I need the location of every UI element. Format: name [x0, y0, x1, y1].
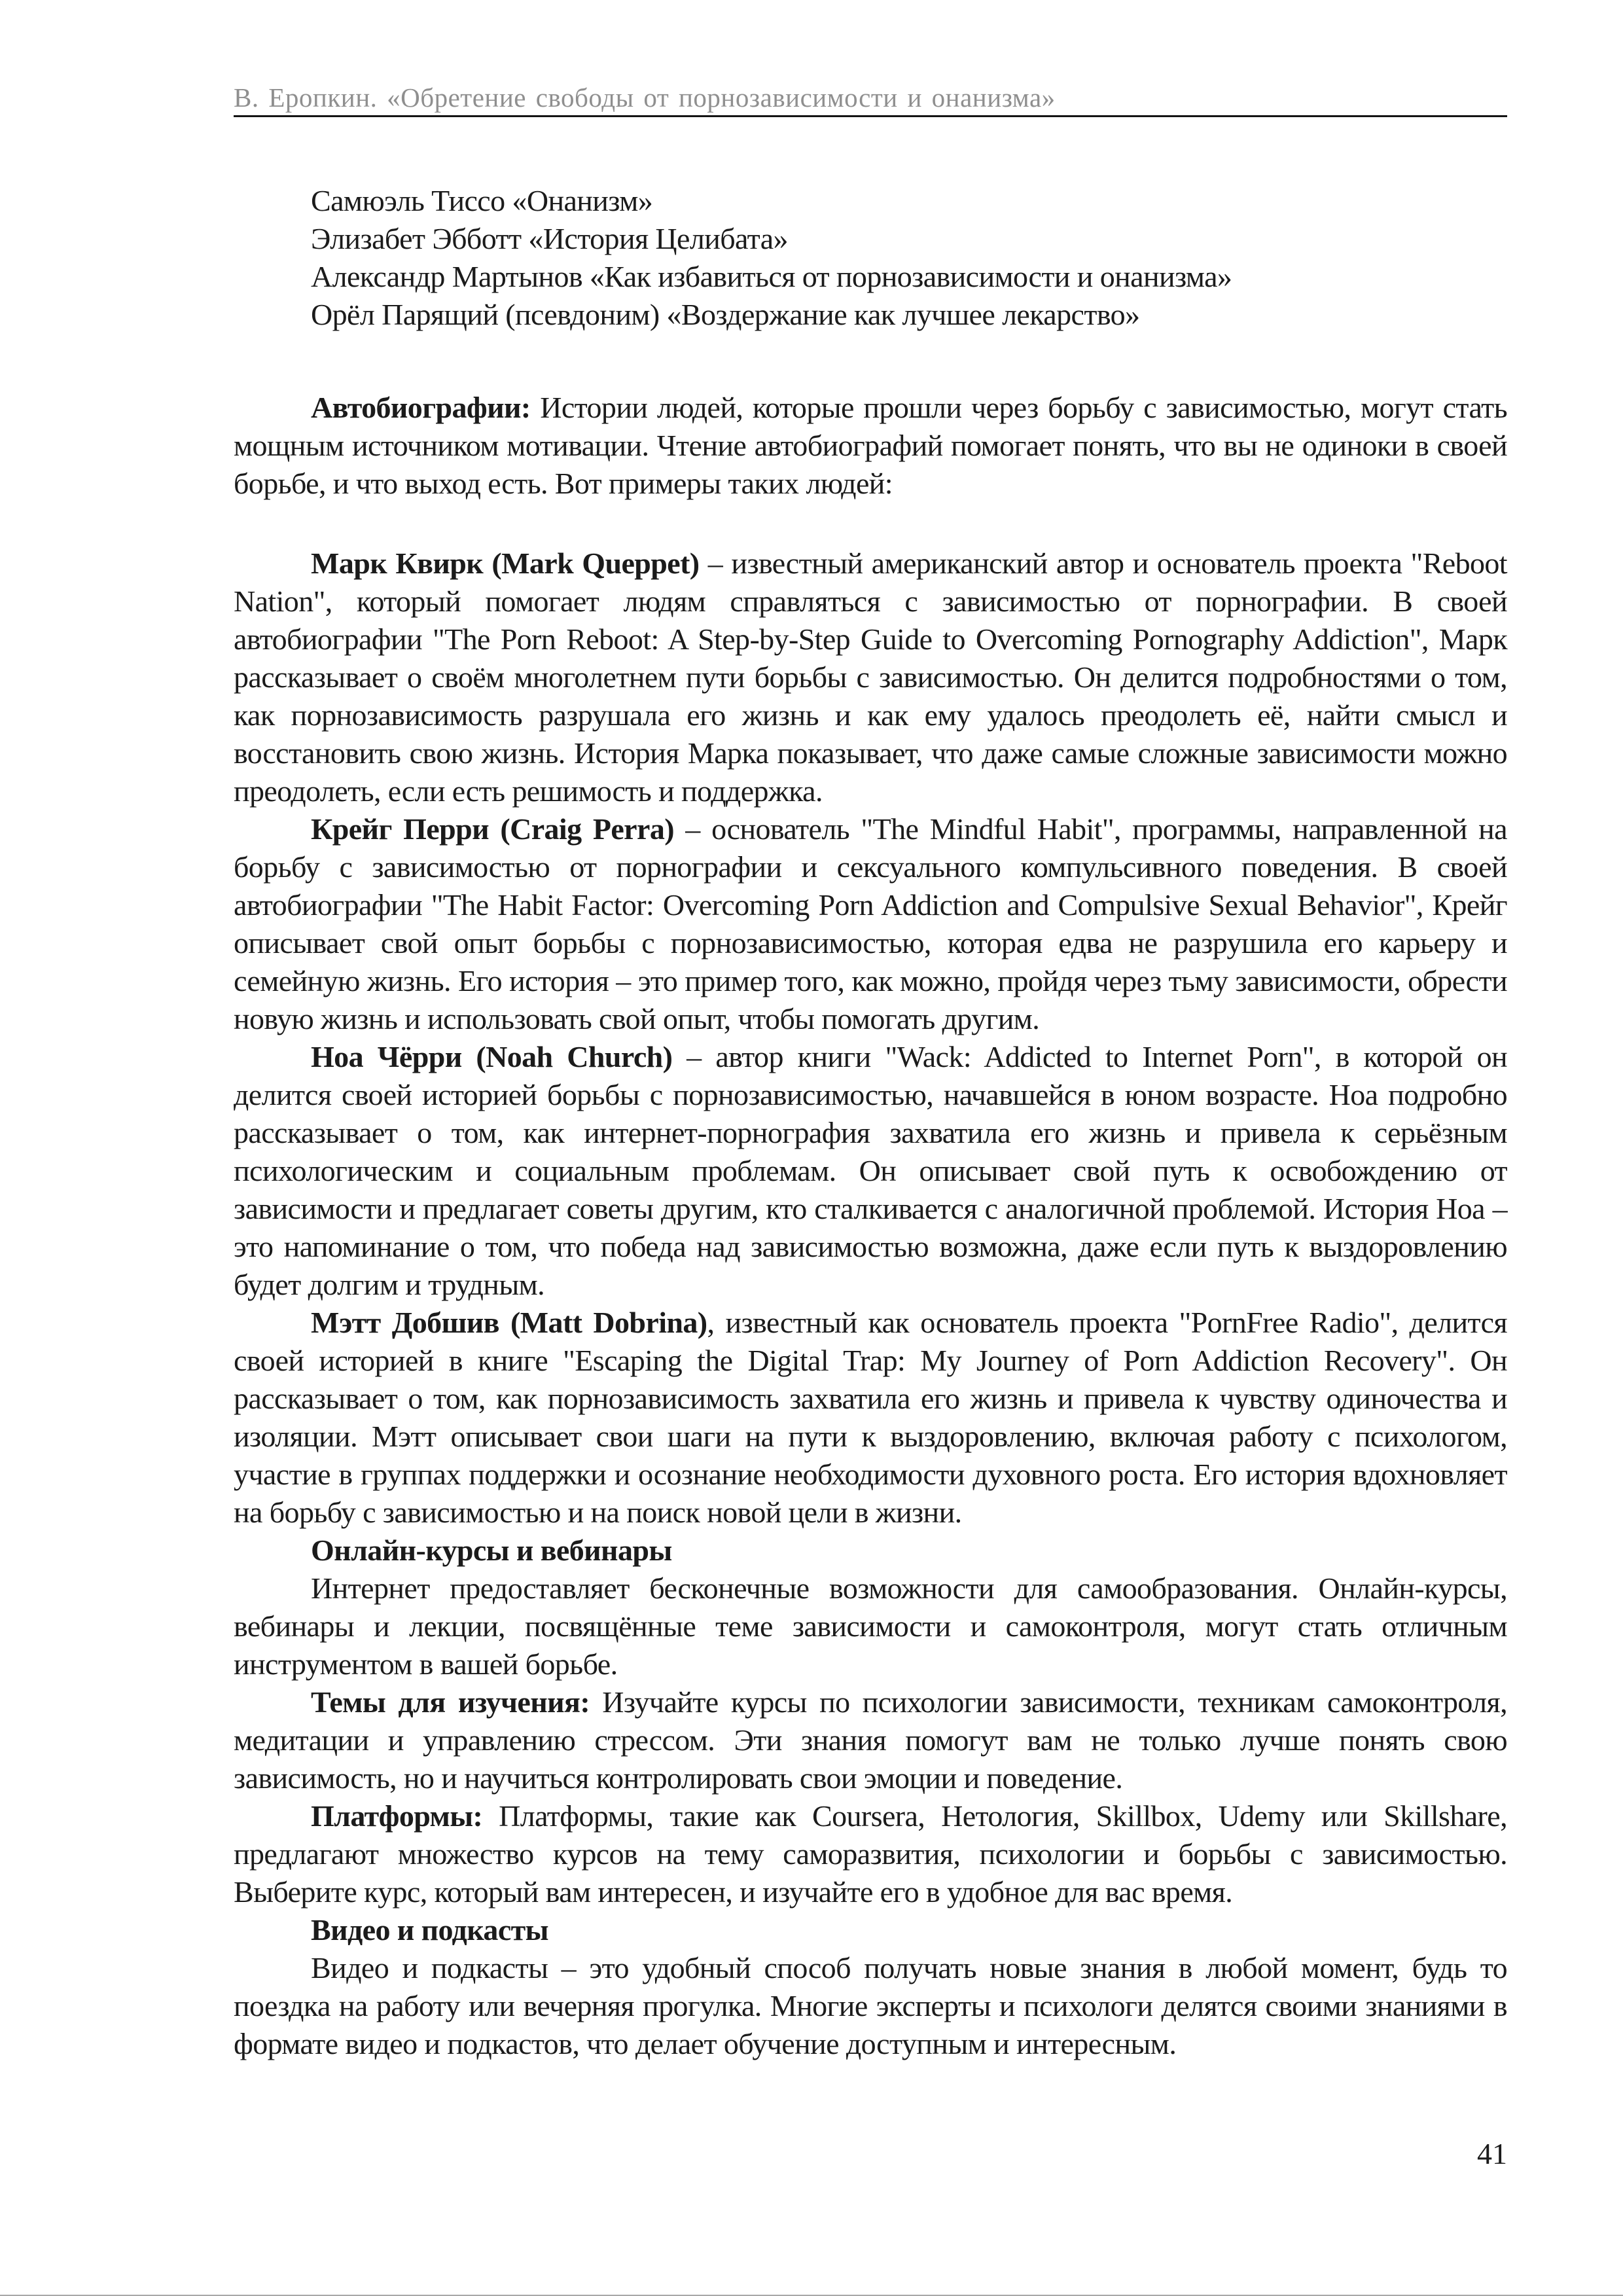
paragraph-text: – основатель "The Mindful Habit", программы, направленной на борьбу с зависимостью от порнографии и сексуального компульсивного поведения. В своей автобиографии "The Habit Factor: Overcoming Porn Addiction and Compulsive Sexual Behavior", Крейг описывает свой опыт борьбы с порнозависимостью, которая едва не разрушила его карьеру и семейную жизнь. Его история – это пример того, как можно, пройдя через тьму зависимости, обрести новую жизнь и использовать свой опыт, чтобы помогать другим.	[234, 812, 1507, 1035]
paragraph-noah-church	[234, 1038, 1507, 1304]
paragraph-text: Платформы, такие как Coursera, Нетология, Skillbox, Udemy или Skillshare, предлагают множество курсов на тему саморазвития, психологии и борьбы с зависимостью. Выберите курс, который вам интересен, и изучайте его в удобное для вас время.	[234, 1799, 1507, 1909]
paragraph-mark-queppet	[234, 545, 1507, 810]
paragraph-craig-perra	[234, 810, 1507, 1038]
paragraph-lead: Темы для изучения:	[311, 1685, 603, 1719]
heading-video-podcasts: Видео и подкасты	[311, 1913, 548, 1946]
paragraph-text: – известный американский автор и основатель проекта "Reboot Nation", который помогает людям справляться с зависимостью от порнографии. В своей автобиографии "The Porn Reboot: A Step-by-Step Guide to Overcoming Pornography Addiction", Марк рассказывает о своём многолетнем пути борьбы с зависимостью. Он делится подробностями о том, как порнозависимость разрушала его жизнь и как ему удалось преодолеть её, найти смысл и восстановить свою жизнь. История Марка показывает, что даже самые сложные зависимости можно преодолеть, если есть решимость и поддержка.	[234, 547, 1507, 808]
paragraph-lead: Ноа Чёрри (Noah Church)	[311, 1040, 673, 1073]
book-list-item: Элизабет Эбботт «История Целибата»	[311, 222, 788, 255]
paragraph-text: , известный как основатель проекта "PornFree Radio", делится своей историей в книге "Escaping the Digital Trap: My Journey of Porn Addiction Recovery". Он рассказывает о том, как порнозависимость захватила его жизнь и привела к чувству одиночества и изоляции. Мэтт описывает свои шаги на пути к выздоровлению, включая работу с психологом, участие в группах поддержки и осознание необходимости духовного роста. Его история вдохновляет на борьбу с зависимостью и на поиск новой цели в жизни.	[234, 1306, 1507, 1529]
paragraph-lead: Автобиографии:	[311, 391, 541, 424]
book-list-item: Орёл Парящий (псевдоним) «Воздержание как лучшее лекарство»	[311, 298, 1140, 331]
paragraph-text: Истории людей, которые прошли через борьбу с зависимостью, могут стать мощным источником мотивации. Чтение автобиографий помогает понять, что вы не одиноки в своей борьбе, и что выход есть. Вот примеры таких людей:	[234, 391, 1507, 500]
paragraph-video-podcasts	[234, 1949, 1507, 2063]
paragraph-study-topics	[234, 1683, 1507, 1797]
paragraph-lead: Крейг Перри (Craig Perra)	[311, 812, 674, 846]
paragraph-lead: Платформы:	[311, 1799, 499, 1833]
heading-online-courses: Онлайн-курсы и вебинары	[311, 1534, 672, 1567]
paragraph-lead: Мэтт Добшив (Matt Dobrina)	[311, 1306, 707, 1339]
paragraph-text: Изучайте курсы по психологии зависимости, техникам самоконтроля, медитации и управлению стрессом. Эти знания помогут вам не только лучше понять свою зависимость, но и научиться контролировать свои эмоции и поведение.	[234, 1685, 1507, 1795]
paragraph-autobiographies	[234, 389, 1507, 503]
page-number: 41	[1477, 2137, 1507, 2170]
paragraph-text: Видео и подкасты – это удобный способ получать новые знания в любой момент, будь то поездка на работу или вечерняя прогулка. Многие эксперты и психологи делятся своими знаниями в формате видео и подкастов, что делает обучение доступным и интересным.	[234, 1951, 1507, 2060]
paragraph-matt-dobrina	[234, 1304, 1507, 1532]
book-list-item: Александр Мартынов «Как избавиться от порнозависимости и онанизма»	[311, 260, 1232, 293]
book-list-item: Самюэль Тиссо «Онанизм»	[311, 184, 653, 217]
paragraph-text: – автор книги "Wack: Addicted to Internet Porn", в которой он делится своей историей борьбы с порнозависимостью, начавшейся в юном возрасте. Ноа подробно рассказывает о том, как интернет-порнография захватила его жизнь и привела к серьёзным психологическим и социальным проблемам. Он описывает свой путь к освобождению от зависимости и предлагает советы другим, кто сталкивается с аналогичной проблемой. История Ноа – это напоминание о том, что победа над зависимостью возможна, даже если путь к выздоровлению будет долгим и трудным.	[234, 1040, 1507, 1301]
header-rule	[234, 115, 1507, 117]
paragraph-text: Интернет предоставляет бесконечные возможности для самообразования. Онлайн-курсы, вебинары и лекции, посвящённые теме зависимости и самоконтроля, могут стать отличным инструментом в вашей борьбе.	[234, 1571, 1507, 1681]
paragraph-internet	[234, 1570, 1507, 1683]
paragraph-platforms	[234, 1797, 1507, 1911]
paragraph-lead: Марк Квирк (Mark Queppet)	[311, 547, 700, 580]
page-content	[234, 182, 1507, 2063]
running-head: В. Еропкин. «Обретение свободы от порнозависимости и онанизма»	[234, 82, 1056, 113]
